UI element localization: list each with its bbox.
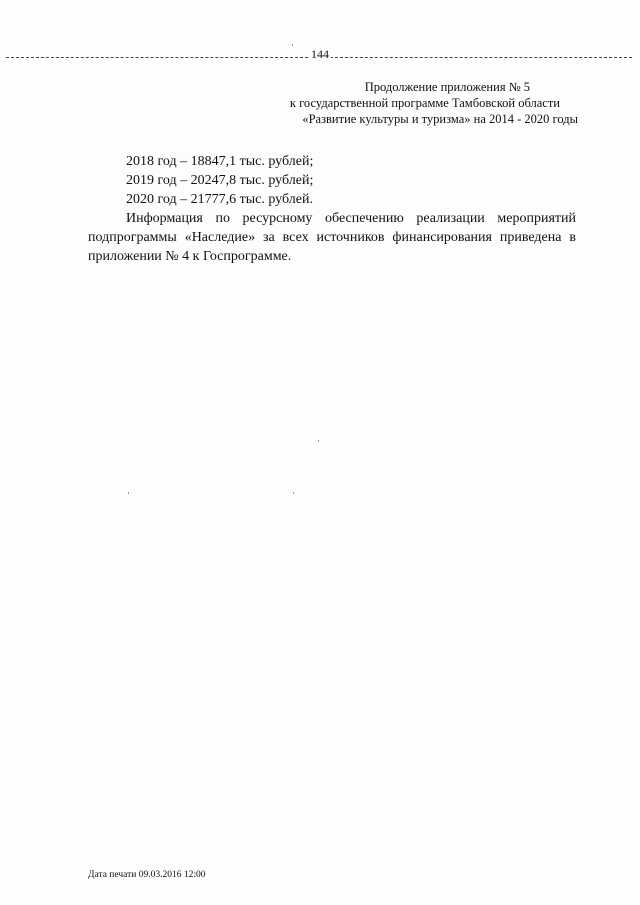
print-date: Дата печати 09.03.2016 12:00 <box>88 870 206 880</box>
header-line-3: «Развитие культуры и туризма» на 2014 - 2020 годы <box>302 112 578 126</box>
body-text <box>88 152 576 266</box>
funding-line-2018: 2018 год – 18847,1 тыс. рублей; <box>126 154 314 169</box>
appendix-header <box>248 79 578 127</box>
resource-info-paragraph: Информация по ресурсному обеспечению реализации мероприятий подпрограммы «Наследие» за всех источников финансирования приведена в приложении № 4 к Госпрограмме. <box>88 211 576 264</box>
funding-line-2020: 2020 год – 21777,6 тыс. рублей. <box>126 192 313 207</box>
page-number <box>0 47 640 61</box>
header-line-2: к государственной программе Тамбовской области <box>289 96 560 110</box>
header-line-1: Продолжение приложения № 5 <box>364 80 530 94</box>
scan-speck <box>318 440 319 442</box>
scan-speck <box>293 492 294 494</box>
page-number-text: 144 <box>311 47 329 61</box>
scan-speck <box>292 44 293 46</box>
scan-speck <box>128 492 129 494</box>
funding-line-2019: 2019 год – 20247,8 тыс. рублей; <box>126 173 314 188</box>
